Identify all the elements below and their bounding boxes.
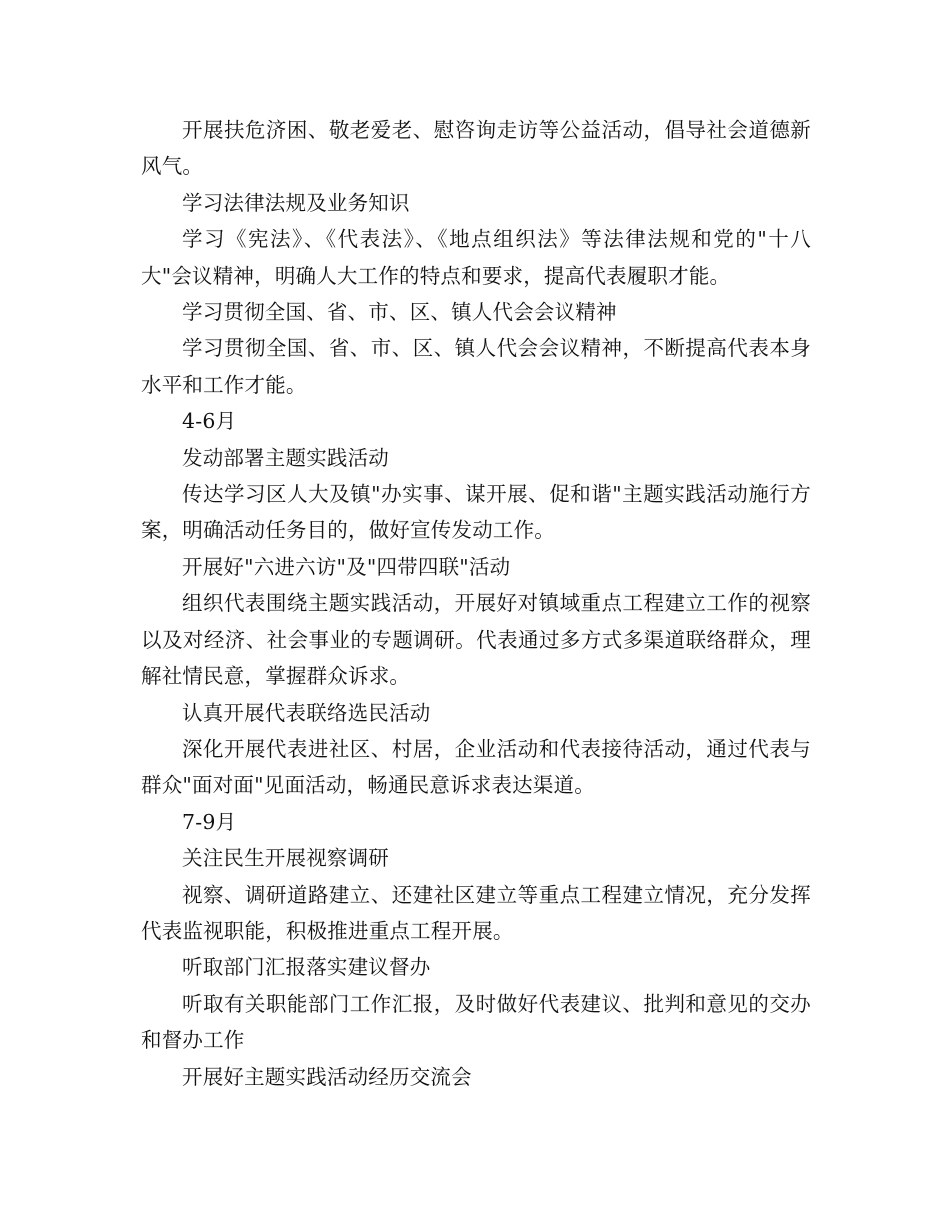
- paragraph-contact-voters: 深化开展代表进社区、村居，企业活动和代表接待活动，通过代表与群众"面对面"见面活动，畅通民意诉求表达渠道。: [141, 736, 811, 798]
- document-page: [141, 112, 811, 1095]
- heading-mobilize-practice: 发动部署主题实践活动: [182, 445, 389, 470]
- heading-congress-spirit: 学习贯彻全国、省、市、区、镇人代会会议精神: [182, 300, 617, 325]
- heading-experience-exchange: 开展好主题实践活动经历交流会: [182, 1064, 472, 1089]
- heading-department-reports: 听取部门汇报落实建议督办: [182, 955, 431, 980]
- period-july-september: 7-9月: [182, 809, 237, 834]
- heading-contact-voters: 认真开展代表联络选民活动: [182, 700, 431, 725]
- paragraph-public-welfare: 开展扶危济困、敬老爱老、慰咨询走访等公益活动，倡导社会道德新风气。: [141, 118, 811, 179]
- paragraph-six-visits: 组织代表围绕主题实践活动，开展好对镇域重点工程建立工作的视察以及对经济、社会事业的专题调研。代表通过多方式多渠道联络群众，理解社情民意，掌握群众诉求。: [141, 591, 811, 689]
- period-april-june: 4-6月: [182, 409, 237, 434]
- heading-study-laws: 学习法律法规及业务知识: [182, 190, 410, 215]
- heading-six-visits: 开展好"六进六访"及"四带四联"活动: [182, 554, 511, 579]
- paragraph-livelihood-inspection: 视察、调研道路建立、还建社区建立等重点工程建立情况，充分发挥代表监视职能，积极推进重点工程开展。: [141, 882, 811, 943]
- paragraph-mobilize-practice: 传达学习区人大及镇"办实事、谋开展、促和谐"主题实践活动施行方案，明确活动任务目的，做好宣传发动工作。: [141, 482, 811, 543]
- paragraph-study-laws: 学习《宪法》、《代表法》、《地点组织法》等法律法规和党的"十八大"会议精神，明确人大工作的特点和要求，提高代表履职才能。: [141, 227, 811, 288]
- heading-livelihood-inspection: 关注民生开展视察调研: [182, 846, 389, 871]
- paragraph-congress-spirit: 学习贯彻全国、省、市、区、镇人代会会议精神，不断提高代表本身水平和工作才能。: [141, 336, 811, 397]
- paragraph-department-reports: 听取有关职能部门工作汇报，及时做好代表建议、批判和意见的交办和督办工作: [141, 991, 811, 1053]
